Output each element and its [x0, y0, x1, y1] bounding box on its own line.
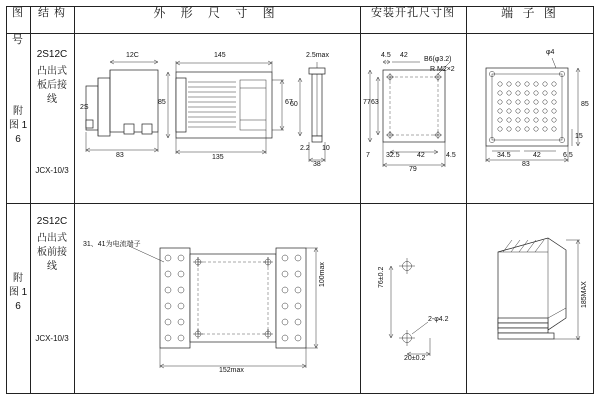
row1-structure-desc: 凸出式板后接线	[37, 66, 67, 105]
row2-mount-label-20: 20±0.2	[404, 355, 426, 362]
header-outline-dim: 外 形 尺 寸 图	[153, 6, 281, 20]
row2-structure-model: 2S12C	[36, 216, 68, 227]
row2-outline-label-152max: 152max	[219, 367, 244, 374]
row2-term-label-185max: 185MAX	[581, 281, 588, 308]
row1-label-10: 10	[322, 145, 330, 152]
row1-term-label-83: 83	[522, 161, 530, 168]
row1-mount-label-79: 79	[409, 166, 417, 173]
header-mounting-dim: 安装开孔尺寸图	[371, 7, 455, 19]
row2-outline-note: 31、41为电流端子	[83, 241, 141, 248]
row1-label-135: 135	[212, 154, 224, 161]
row1-term-label-85: 85	[581, 101, 589, 108]
row1-label-83: 83	[116, 152, 124, 159]
row1-mount-label-45a: 4.5	[381, 52, 391, 59]
row1-mount-label-7: 7	[366, 152, 370, 159]
row1-label-67: 67	[285, 99, 293, 106]
row1-mount-label-325: 32.5	[386, 152, 400, 159]
row1-label-85: 85	[158, 99, 166, 106]
row2-mount-label-76: 76±0.2	[378, 266, 385, 288]
row1-mount-label-b6: B6(φ3.2)	[424, 56, 452, 63]
row1-label-38: 38	[313, 161, 321, 168]
row1-term-label-42: 42	[533, 152, 541, 159]
row1-mount-label-77: 77	[363, 99, 371, 106]
row1-term-label-65: 6.5	[563, 152, 573, 159]
row1-label-12c: 12C	[126, 52, 139, 59]
row1-figure-no: 附 图 1 6	[8, 106, 28, 145]
row1-mount-label-42a: 42	[400, 52, 408, 59]
row2-structure-type: JCX-10/3	[35, 334, 69, 343]
row1-label-25max: 2.5max	[306, 52, 329, 59]
row1-mount-label-rm2: R M2×2	[430, 66, 455, 73]
row1-term-label-15: 15	[575, 133, 583, 140]
header-structure: 结 构	[37, 7, 67, 19]
row2-mount-label-2phi42: 2-φ4.2	[428, 316, 449, 323]
row2-outline-label-100max: 100max	[319, 262, 326, 287]
row1-label-2s: 2S	[80, 104, 89, 111]
row2-figure-no: 附 图 1 6	[8, 273, 28, 312]
header-fig-no: 图 号	[12, 7, 24, 46]
row1-mount-label-45b: 4.5	[446, 152, 456, 159]
row1-structure-type: JCX-10/3	[35, 166, 69, 175]
header-terminal: 端 子 图	[501, 6, 559, 20]
row1-mount-label-63: 63	[371, 99, 379, 106]
row1-structure-model: 2S12C	[36, 49, 68, 60]
row2-structure-desc: 凸出式板前接线	[37, 233, 67, 272]
row1-label-22: 2.2	[300, 145, 310, 152]
row1-mount-label-42b: 42	[417, 152, 425, 159]
row1-term-label-345: 34.5	[497, 152, 511, 159]
row1-label-145: 145	[214, 52, 226, 59]
row1-term-label-phi4: φ4	[546, 49, 555, 56]
row1-label-60: 60	[290, 101, 298, 108]
